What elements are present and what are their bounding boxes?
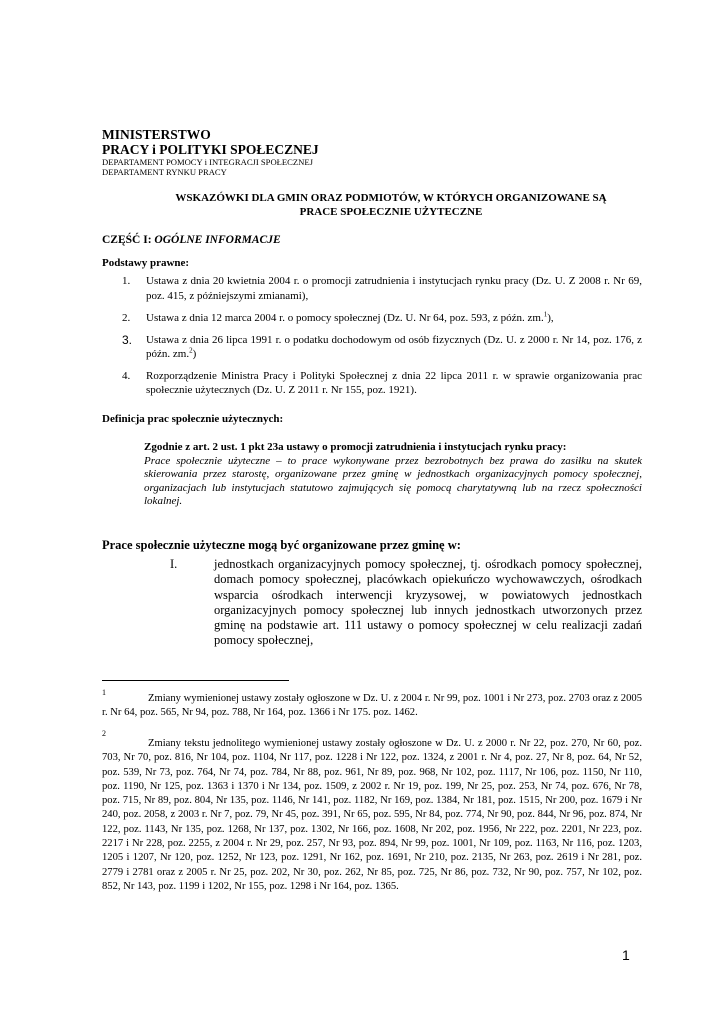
legal-basis-item — [102, 369, 642, 398]
item-number: 3. — [122, 332, 133, 347]
part-title: OGÓLNE INFORMACJE — [154, 234, 281, 246]
footnote-2: Zmiany tekstu jednolitego wymienionej ustawy zostały ogłoszone w Dz. U. z 2000 r. Nr 22, poz. 270, Nr 60, poz. 703, Nr 70, poz. 816, Nr 104, poz. 1104, Nr 117, poz. 1228 i Nr 122, poz. 1324, z 2001 r. Nr 4, poz. 27, Nr 8, poz. 64, Nr 52, poz. 539, Nr 73, poz. 764, Nr 74, poz. 784, Nr 88, poz. 961, Nr 89, poz. 968, Nr 102, poz. 1117, Nr 106, poz. 1150, Nr 110, poz. 1190, Nr 125, poz. 1363 i 1370 i Nr 134, poz. 1509, z 2002 r. Nr 19, poz. 199, Nr 25, poz. 253, Nr 74, poz. 676, Nr 78, poz. 715, Nr 89, poz. 804, Nr 135, poz. 1146, Nr 141, poz. 1182, Nr 169, poz. 1384, Nr 181, poz. 1515, Nr 200, poz. 1679 i Nr 240, poz. 2058, z 2003 r. Nr 7, poz. 79, Nr 45, poz. 391, Nr 65, poz. 595, Nr 84, poz. 774, Nr 90, poz. 844, Nr 96, poz. 874, Nr 122, poz. 1143, Nr 135, poz. 1268, Nr 137, poz. 1302, Nr 166, poz. 1608, Nr 202, poz. 1956, Nr 222, poz. 2201, Nr 223, poz. 2217 i Nr 228, poz. 2255, z 2004 r. Nr 29, poz. 257, Nr 93, poz. 894, Nr 99, poz. 1001, Nr 109, poz. 1163, Nr 116, poz. 1203, 1205 i 1207, Nr 120, poz. 1252, Nr 123, poz. 1291, Nr 162, poz. 1691, Nr 210, poz. 2135, Nr 263, poz. 2619 i Nr 281, poz. 2779 i 2781 oraz z 2005 r. Nr 25, poz. 202, Nr 30, poz. 262, Nr 85, poz. 725, Nr 86, poz. 732, Nr 90, poz. 757, Nr 102, poz. 852, Nr 143, poz. 1199 i 1202, Nr 155, poz. 1298 i Nr 164, poz. 1365. — [102, 738, 642, 892]
ministry-name — [102, 127, 319, 157]
legal-basis-item — [102, 311, 642, 326]
item-number: 1. — [122, 275, 131, 287]
legal-basis-heading: Podstawy prawne: — [102, 257, 190, 269]
item-text: Rozporządzenie Ministra Pracy i Polityki Społecznej z dnia 22 lipca 2011 r. w sprawie organizowania prac społecznie użytecznych (Dz. U. Z 2011 r. Nr 155, poz. 1921). — [146, 369, 642, 396]
organized-by-item-text: jednostkach organizacyjnych pomocy społecznej, tj. ośrodkach pomocy społecznej, domach pomocy społecznej, placówkach opiekuńczo wychowawczych, ośrodkach wsparcia ośrodkach interwencji kryzysowej, w powiatowych jednostkach organizacyjnych pomocy społecznej lub innych jednostkach utworzonych przez gminę na podstawie art. 111 ustawy o pomocy społecznej w celu realizacji zadań pomocy społecznej, — [214, 557, 642, 648]
footnote-2-mark: 2 — [102, 729, 106, 738]
definition-heading: Definicja prac społecznie użytecznych: — [102, 413, 284, 425]
document-title-line-1: WSKAZÓWKI DLA GMIN ORAZ PODMIOTÓW, W KTÓRYCH ORGANIZOWANE SĄ — [175, 192, 607, 204]
ministry-line-1: MINISTERSTWO — [102, 127, 211, 142]
legal-basis-list — [102, 274, 642, 398]
document-title — [100, 191, 682, 219]
part-heading — [102, 234, 281, 246]
legal-basis-item — [102, 333, 642, 362]
footnote-1: Zmiany wymienionej ustawy zostały ogłoszone w Dz. U. z 2004 r. Nr 99, poz. 1001 i Nr 273, poz. 2703 oraz z 2005 r. Nr 64, poz. 565, Nr 94, poz. 788, Nr 164, poz. 1366 i Nr 175. poz. 1462. — [102, 693, 642, 719]
item-text-tail: ) — [192, 348, 197, 360]
organized-by-item-number: I. — [170, 557, 178, 571]
item-text-tail: ), — [547, 312, 554, 324]
department-line-1: DEPARTAMENT POMOCY i INTEGRACJI SPOŁECZNEJ — [102, 157, 313, 167]
document-title-line-2: PRACE SPOŁECZNIE UŻYTECZNE — [299, 206, 483, 218]
ministry-line-2: PRACY i POLITYKI SPOŁECZNEJ — [102, 142, 319, 157]
footnote-separator — [102, 680, 289, 681]
legal-basis-item — [102, 274, 642, 303]
item-number: 4. — [122, 369, 131, 382]
part-label: CZĘŚĆ I: — [102, 234, 152, 246]
item-text: Ustawa z dnia 26 lipca 1991 r. o podatku dochodowym od osób fizycznych (Dz. U. z 2000 r. Nr 14, poz. 176, z późn. zm. — [146, 333, 642, 360]
footnote-ref[interactable]: 2 — [189, 346, 193, 355]
item-number: 2. — [122, 312, 131, 324]
footnote-ref[interactable]: 1 — [543, 310, 548, 319]
department-line-2: DEPARTAMENT RYNKU PRACY — [102, 167, 227, 177]
organized-by-heading: Prace społecznie użyteczne mogą być organizowane przez gminę w: — [102, 538, 461, 552]
item-text: Ustawa z dnia 20 kwietnia 2004 r. o promocji zatrudnienia i instytucjach rynku pracy (Dz. U. Z 2008 r. Nr 69, poz. 415, z późniejszymi zmianami), — [146, 275, 642, 302]
definition-block — [144, 441, 642, 509]
footnote-1-mark: 1 — [102, 688, 106, 697]
item-text: Ustawa z dnia 12 marca 2004 r. o pomocy społecznej (Dz. U. Nr 64, poz. 593, z późn. zm. — [146, 312, 544, 324]
page-number: 1 — [622, 947, 630, 963]
definition-body: Prace społecznie użyteczne – to prace wykonywane przez bezrobotnych bez prawa do zasiłku na skutek skierowania przez starostę, organizowane przez gminę w jednostkach organizacyjnych pomocy społecznej, organizacjach lub instytucjach statutowo zajmujących się pomocą charytatywną lub na rzecz społeczności lokalnej. — [144, 454, 642, 508]
definition-lead: Zgodnie z art. 2 ust. 1 pkt 23a ustawy o promocji zatrudnienia i instytucjach rynku pracy: — [144, 441, 567, 453]
